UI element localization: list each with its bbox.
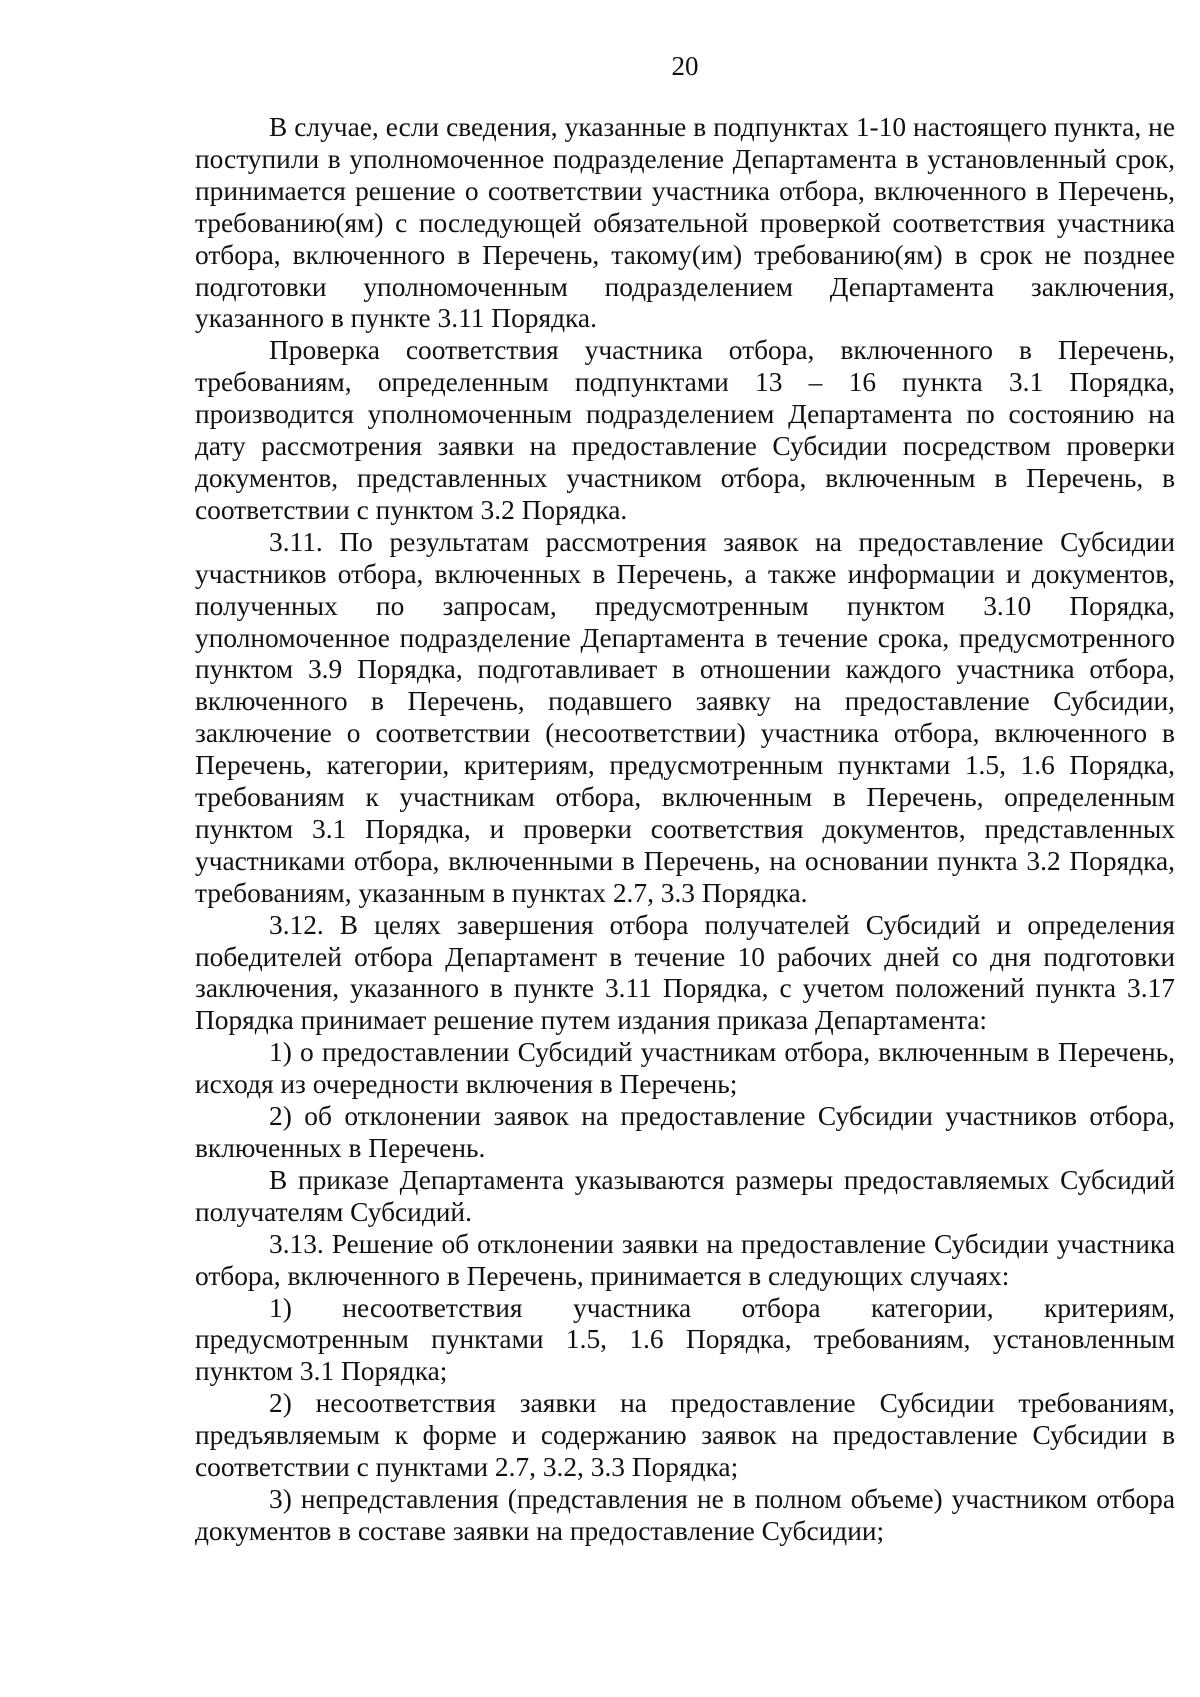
paragraph: 3.12. В целях завершения отбора получателей Субсидий и определения победителей отбора Департамент в течение 10 рабочих дней со дня подготовки заключения, указанного в пункте 3.11 Порядка, с учетом положений пункта 3.17 Порядка принимает решение путем издания приказа Департамента:	[195, 909, 1175, 1036]
list-item: 1) несоответствия участника отбора категории, критериям, предусмотренным пунктами 1.5, 1.6 Порядка, требованиям, установленным пунктом 3.1 Порядка;	[195, 1292, 1175, 1387]
paragraph: В приказе Департамента указываются размеры предоставляемых Субсидий получателям Субсидий.	[195, 1164, 1175, 1227]
page-number: 20	[671, 51, 699, 81]
paragraph: 3.13. Решение об отклонении заявки на предоставление Субсидии участника отбора, включенного в Перечень, принимается в следующих случаях:	[195, 1228, 1175, 1291]
list-item: 3) непредставления (представления не в полном объеме) участником отбора документов в составе заявки на предоставление Субсидии;	[195, 1483, 1175, 1546]
list-item: 2) об отклонении заявок на предоставление Субсидии участников отбора, включенных в Перечень.	[195, 1101, 1175, 1163]
document-body	[195, 112, 1175, 1548]
list-item: 2) несоответствия заявки на предоставление Субсидии требованиям, предъявляемым к форме и содержанию заявок на предоставление Субсидии в соответствии с пунктами 2.7, 3.2, 3.3 Порядка;	[195, 1388, 1175, 1483]
list-item: 1) о предоставлении Субсидий участникам отбора, включенным в Перечень, исходя из очередности включения в Перечень;	[195, 1037, 1175, 1100]
paragraph: 3.11. По результатам рассмотрения заявок на предоставление Субсидии участников отбора, включенных в Перечень, а также информации и документов, полученных по запросам, предусмотренным пунктом 3.10 Порядка, уполномоченное подразделение Департамента в течение срока, предусмотренного пунктом 3.9 Порядка, подготавливает в отношении каждого участника отбора, включенного в Перечень, подавшего заявку на предоставление Субсидии, заключение о соответствии (несоответствии) участника отбора, включенного в Перечень, категории, критериям, предусмотренным пунктами 1.5, 1.6 Порядка, требованиям к участникам отбора, включенным в Перечень, определенным пунктом 3.1 Порядка, и проверки соответствия документов, представленных участниками отбора, включенными в Перечень, на основании пункта 3.2 Порядка, требованиям, указанным в пунктах 2.7, 3.3 Порядка.	[195, 526, 1175, 908]
paragraph: Проверка соответствия участника отбора, включенного в Перечень, требованиям, определенным подпунктами 13 – 16 пункта 3.1 Порядка, производится уполномоченным подразделением Департамента по состоянию на дату рассмотрения заявки на предоставление Субсидии посредством проверки документов, представленных участником отбора, включенным в Перечень, в соответствии с пунктом 3.2 Порядка.	[195, 335, 1175, 525]
paragraph: В случае, если сведения, указанные в подпунктах 1-10 настоящего пункта, не поступили в уполномоченное подразделение Департамента в установленный срок, принимается решение о соответствии участника отбора, включенного в Перечень, требованию(ям) с последующей обязательной проверкой соответствия участника отбора, включенного в Перечень, такому(им) требованию(ям) в срок не позднее подготовки уполномоченным подразделением Департамента заключения, указанного в пункте 3.11 Порядка.	[195, 112, 1175, 334]
